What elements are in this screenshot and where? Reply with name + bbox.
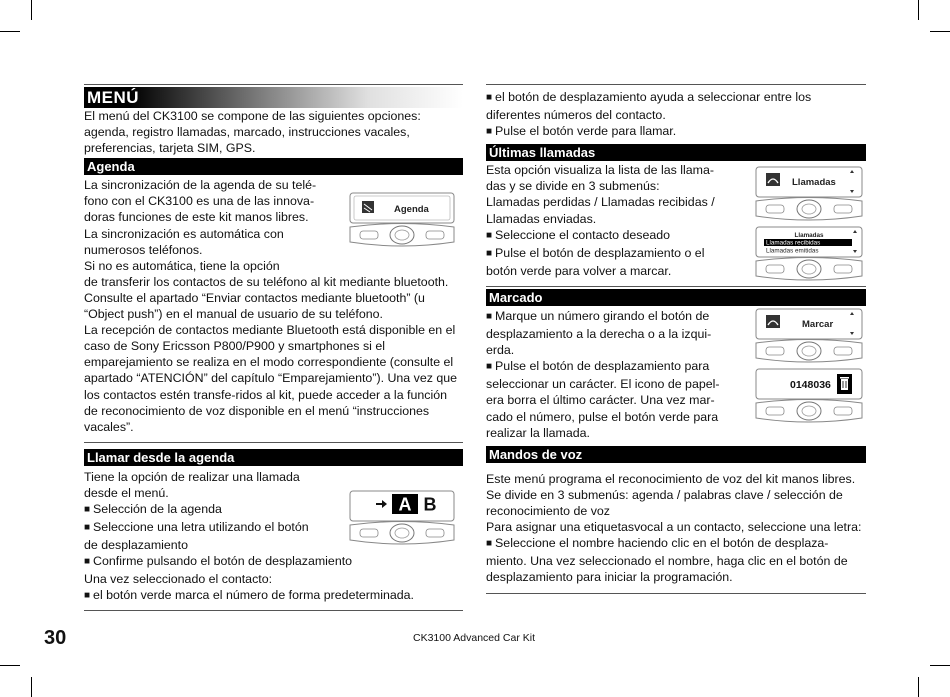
crop-mark: [31, 0, 32, 20]
ultimas-line: Llamadas perdidas / Llamadas recibidas /: [486, 195, 715, 210]
device-label: Marcar: [802, 319, 834, 330]
agenda-line: fono con el CK3100 es una de las innova-: [84, 194, 315, 209]
marcado-line: desplazamiento a la derecha o a la izqui-: [486, 327, 712, 342]
list-item: Llamadas emitidas: [766, 247, 819, 255]
device-label: Llamadas: [792, 177, 836, 188]
divider: [84, 610, 463, 611]
device-llamadas-illustration: [752, 164, 866, 224]
voz-bullet: ■ Seleccione el nombre haciendo clic en el botón de desplaza-miento. Una vez seleccionado el nombre, haga clic en el botón de desplazamiento para iniciar la programación.: [486, 535, 866, 585]
crop-mark: [918, 0, 919, 20]
marcado-header: Marcado: [486, 289, 866, 306]
agenda-rest: de transferir los contactos de su teléfono al kit mediante bluetooth. Consulte el apartado “Enviar contactos mediante bluetooth” (u “Object push”) en el manual de usuario de su teléfono.: [84, 274, 449, 322]
divider: [84, 442, 463, 443]
crop-mark: [0, 665, 20, 666]
letter-a: A: [398, 494, 412, 515]
crop-mark: [930, 665, 950, 666]
device-number-illustration: [752, 366, 866, 426]
ultimas-line: das y se divide en 3 submenús:: [486, 179, 660, 194]
voz-paragraph: Este menú programa el reconocimiento de voz del kit manos libres. Se divide en 3 submenús: agenda / palabras clave / selección de reconocimiento de voz: [486, 471, 856, 518]
marcado-bullet: ■ Pulse el botón de desplazamiento para: [486, 358, 866, 376]
call-line: de desplazamiento: [84, 538, 189, 553]
agenda-sony: La recepción de contactos mediante Bluetooth está disponible en el caso de Sony Ericsson P800/P900 y smartphones si el emparejamiento se realiza en el modo correspondiente (consulte el apartado “ATENCIÓN” del capítulo “Emparejamiento”). Una vez que los contactos estén transfe-ridos al kit, puede acceder a la función de reconocimiento de voz disponible en el menú “instrucciones vacales”.: [84, 323, 458, 434]
book-icon: [362, 201, 374, 213]
list-title: Llamadas: [794, 232, 824, 239]
call-bullet: ■ el botón verde marca el número de forma predeterminada.: [84, 587, 463, 605]
device-ab-illustration: [346, 488, 458, 548]
marcado-line: realizar la llamada.: [486, 425, 590, 440]
call-line: Tiene la opción de realizar una llamada: [84, 469, 300, 484]
ultimas-bullet: ■ Pulse el botón de desplazamiento o el: [486, 245, 866, 263]
call-bullet: ■ Selección de la agenda: [84, 501, 463, 519]
divider: [486, 286, 866, 287]
top-bullet: ■ Pulse el botón verde para llamar.: [486, 123, 866, 141]
crop-mark: [918, 677, 919, 697]
ultimas-header: Últimas llamadas: [486, 144, 866, 161]
top-bullet: ■ el botón de desplazamiento ayuda a seleccionar entre los diferentes números del contacto.: [486, 89, 866, 123]
divider: [486, 593, 866, 594]
ultimas-bullet: ■ Seleccione el contacto deseado: [486, 227, 866, 245]
dialed-number: 0148036: [790, 379, 831, 391]
call-header: Llamar desde la agenda: [84, 449, 463, 466]
call-bullet: ■ Seleccione una letra utilizando el botón: [84, 519, 463, 537]
device-llamadas-list-illustration: [752, 224, 866, 284]
phone-icon: [766, 315, 780, 328]
crop-mark: [0, 31, 20, 32]
menu-title: MENÚ: [84, 87, 463, 108]
call-bullet: ■ Confirme pulsando el botón de desplazamiento: [84, 553, 463, 571]
agenda-line: La sincronización es automática con: [84, 226, 284, 241]
device-marcar-illustration: [752, 306, 866, 366]
marcado-line: era borra el último carácter. Una vez mar-: [486, 393, 715, 408]
marcado-line: cado el número, pulse el botón verde para: [486, 409, 719, 424]
ultimas-line: Esta opción visualiza la lista de las llama-: [486, 163, 714, 178]
agenda-line: numerosos teléfonos.: [84, 242, 203, 257]
phone-icon: [766, 173, 780, 186]
marcado-bullet: ■ Marque un número girando el botón de: [486, 308, 866, 326]
marcado-line: erda.: [486, 343, 515, 358]
divider: [486, 84, 866, 85]
call-line: Una vez seleccionado el contacto:: [84, 572, 273, 587]
page-number: 30: [44, 627, 67, 649]
divider: [84, 84, 463, 85]
agenda-header: Agenda: [84, 158, 463, 175]
voz-paragraph: Para asignar una etiquetasvocal a un contacto, seleccione una letra:: [486, 519, 862, 534]
voz-header: Mandos de voz: [486, 446, 866, 463]
footer-title: CK3100 Advanced Car Kit: [413, 632, 535, 644]
crop-mark: [930, 31, 950, 32]
agenda-line: Si no es automática, tiene la opción: [84, 258, 280, 273]
ultimas-line: botón verde para volver a marcar.: [486, 263, 672, 278]
agenda-line: doras funciones de este kit manos libres.: [84, 210, 309, 225]
device-label: Agenda: [394, 204, 429, 215]
call-line: desde el menú.: [84, 485, 169, 500]
marcado-line: seleccionar un carácter. El icono de papel-: [486, 377, 720, 392]
ultimas-line: Llamadas enviadas.: [486, 211, 597, 226]
device-agenda-illustration: [346, 190, 458, 250]
crop-mark: [31, 677, 32, 697]
menu-intro: El menú del CK3100 se compone de las siguientes opciones: agenda, registro llamadas, marcado, instrucciones vacales, preferencias, tarjeta SIM, GPS.: [84, 109, 421, 156]
letter-b: B: [423, 494, 437, 515]
list-item-selected: Llamadas recibidas: [766, 239, 821, 247]
agenda-line: La sincronización de la agenda de su telé-: [84, 178, 317, 193]
